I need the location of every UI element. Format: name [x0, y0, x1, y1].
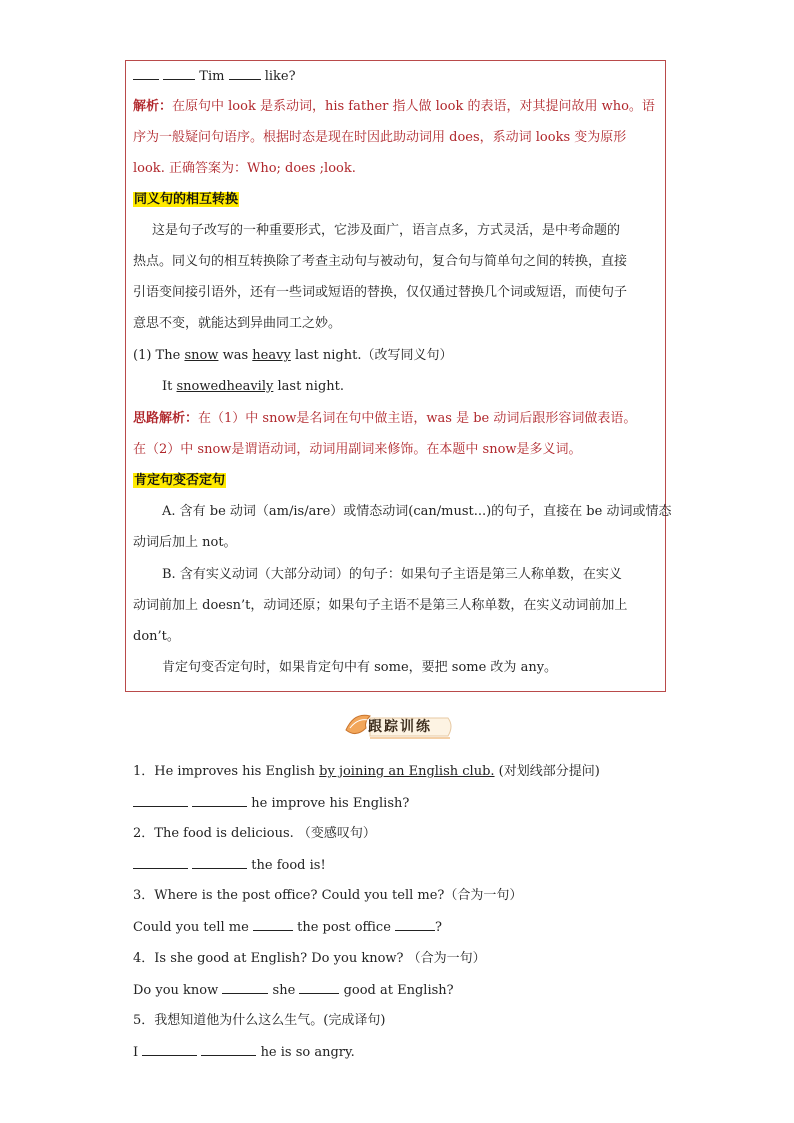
box-line-1	[133, 67, 296, 86]
rule-b-line-3: don’t。	[133, 629, 180, 644]
text: Could you tell me	[133, 920, 249, 935]
rule-b-line-2: 动词前加上 doesn’t，动词还原；如果句子主语不是第三人称单数，在实义动词前加上	[133, 598, 628, 613]
analysis-label: 解析：	[133, 99, 173, 114]
text: he improve his English?	[251, 796, 410, 811]
blank[interactable]	[133, 794, 188, 807]
text: Do you know	[133, 983, 219, 998]
question-5: 5．我想知道他为什么这么生气。(完成译句)	[133, 1013, 386, 1028]
paragraph-line-3: 引语变间接引语外，还有一些词或短语的替换，仅仅通过替换几个词或短语，而使句子	[133, 285, 628, 300]
paragraph-line-2: 热点。同义句的相互转换除了考查主动句与被动句，复合句与简单句之间的转换，直接	[133, 254, 628, 269]
rule-c-line: 肯定句变否定句时，如果肯定句中有 some，要把 some 改为 any。	[162, 660, 558, 675]
thinking-line-2: 在（2）中 snow是谓语动词，动词用副词来修饰。在本题中 snow是多义词。	[133, 442, 582, 457]
thinking-line-1	[133, 410, 636, 428]
underlined-word: heavy	[252, 348, 291, 363]
blank[interactable]	[163, 67, 195, 80]
section-heading-negative	[133, 472, 226, 490]
text: ?	[435, 920, 443, 935]
underlined-word: heavily	[226, 379, 274, 394]
underlined-word: snowed	[176, 379, 227, 394]
question-3: 3．Where is the post office? Could you tell me?（合为一句）	[133, 888, 523, 903]
section-heading-synonym	[133, 191, 239, 209]
answer-3	[133, 918, 442, 937]
answer-1	[133, 794, 409, 813]
thinking-text: 在（1）中 snow是名词在句中做主语，was 是 be 动词后跟形容词做表语。	[198, 411, 637, 426]
answer-2	[133, 856, 326, 875]
question-4: 4．Is she good at English? Do you know? （合为一句）	[133, 951, 486, 966]
underlined-phrase: by joining an English club.	[319, 764, 495, 779]
heading-text: 肯定句变否定句	[134, 473, 226, 488]
text: good at English?	[343, 983, 454, 998]
blank[interactable]	[142, 1043, 197, 1056]
blank[interactable]	[201, 1043, 256, 1056]
paragraph-line-1: 这是句子改写的一种重要形式，它涉及面广，语言点多，方式灵活，是中考命题的	[152, 223, 621, 238]
rule-a-line-2: 动词后加上 not。	[133, 535, 237, 550]
text: he is so angry.	[260, 1045, 355, 1060]
blank[interactable]	[253, 918, 293, 931]
blank[interactable]	[192, 794, 247, 807]
blank[interactable]	[395, 918, 435, 931]
text: I	[133, 1045, 139, 1060]
answer-5	[133, 1043, 355, 1062]
paragraph-line-4: 意思不变，就能达到异曲同工之妙。	[133, 316, 342, 331]
text: Tim	[199, 69, 225, 84]
text: (对划线部分提问)	[498, 764, 600, 779]
text: she	[272, 983, 296, 998]
heading-text: 同义句的相互转换	[134, 192, 239, 207]
text: 1．He improves his English	[133, 764, 316, 779]
text: the post office	[297, 920, 391, 935]
analysis-line-1	[133, 98, 655, 116]
text: last night.	[277, 379, 345, 394]
text: (1) The	[133, 348, 181, 363]
example-line-2	[162, 378, 344, 396]
blank[interactable]	[133, 67, 159, 80]
blank[interactable]	[192, 856, 247, 869]
text: last night.（改写同义句）	[294, 348, 453, 363]
analysis-line-2: 序为一般疑问句语序。根据时态是现在时因此助动词用 does，系动词 looks 变为原形	[133, 130, 627, 145]
rule-a-line-1: A. 含有 be 动词（am/is/are）或情态动词(can/must...)的句子，直接在 be 动词或情态	[162, 504, 672, 519]
blank[interactable]	[299, 981, 339, 994]
text: was	[222, 348, 249, 363]
analysis-line-3: look. 正确答案为：Who; does ;look.	[133, 161, 356, 176]
text: It	[162, 379, 173, 394]
example-line-1	[133, 347, 452, 365]
rule-b-line-1: B. 含有实义动词（大部分动词）的句子：如果句子主语是第三人称单数，在实义	[162, 567, 622, 582]
analysis-text: 在原句中 look 是系动词，his father 指人做 look 的表语，对其提问故用 who。语	[172, 99, 655, 114]
practice-banner-title: 跟踪训练	[368, 719, 432, 735]
blank[interactable]	[229, 67, 261, 80]
thinking-label: 思路解析：	[133, 411, 199, 426]
answer-4	[133, 981, 454, 1000]
question-2: 2．The food is delicious. （变感叹句）	[133, 826, 376, 841]
text: like?	[264, 69, 296, 84]
blank[interactable]	[222, 981, 268, 994]
text: the food is!	[251, 858, 326, 873]
blank[interactable]	[133, 856, 188, 869]
underlined-word: snow	[184, 348, 219, 363]
question-1	[133, 763, 600, 781]
